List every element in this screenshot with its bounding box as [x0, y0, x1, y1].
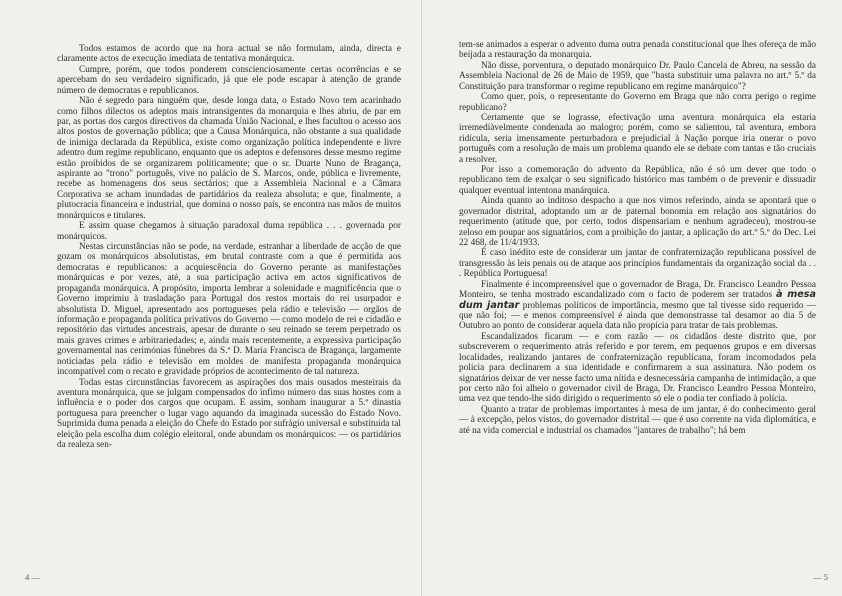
- emphasized-phrase: à mesa dum jantar: [459, 289, 816, 311]
- paragraph: Nestas circunstâncias não se pode, na verdade, estranhar a liberdade de acção de que gozam os monárquicos absolutistas, em brutal contraste com a que é permitida aos democratas e republicanos: a acquiescência do Governo perante as manifestações monárquicas e por vezes, até, a sua participação activa em actos significativos de propaganda monárquica. A propósito, importa lembrar a solenidade e magnificência que o Governo imprimiu à trasladação para Portugal dos restos mortais do rei usurpador e absolutista D. Miguel, apresentado aos portugueses pela rádio e televisão — orgãos de informação e propaganda política privativos do Governo — como modelo de rei e cidadão e repositório das virtudes ancestrais, apesar de durante o seu reinado se terem perpetrado os mais graves crimes e arbitrariedades; e, ainda mais recentemente, a expressiva participação governamental nas cerimónias fúnebres da S.ª D. Maria Francisca de Bragança, largamente noticiadas pela rádio e televisão em moldes de manifesta propaganda monárquica incompatível com o recato e gravidade próprios de acontecimento de tal natureza.: [57, 242, 401, 378]
- paragraph: Por isso a comemoração do advento da República, não é só um dever que todo o republicano tem de exalçar o seu significado histórico mas também o de prevenir e dissuadir qualquer eventual intentona manárquica.: [459, 165, 816, 196]
- paragraph: Todos estamos de acordo que na hora actual se não formulam, ainda, directa e claramente actos de execução imediata de tentativa monárquica.: [57, 44, 401, 65]
- right-page: [421, 0, 842, 596]
- paragraph: E assim quase chegamos à situação paradoxal duma república . . . governada por monárquicos.: [57, 221, 401, 242]
- paragraph: Todas estas circunstâncias favorecem as aspirações dos mais ousados mesteirais da aventura monárquica, que se julgam compensados do ínfimo número das suas hostes com a influência e o poder dos cargos que ocupam. E assim, sonham inaugurar a 5.ª dinastia portuguesa para preencher o lugar vago aquando da imaginada sucessão do Estado Novo. Suprimida duma penada a eleição do Chefe do Estado por sufrágio universal e substituída tal eleição pela escolha dum colégio eleitoral, onde abundam os monárquicos: — os partidários da realeza sen-: [57, 377, 401, 451]
- left-page-text: [57, 44, 401, 450]
- page-number: — 5: [813, 572, 828, 582]
- paragraph: tem-se animados a esperar o advento duma outra penada constitucional que lhes ofereça de mão beijada a restauração da monarquia.: [459, 40, 816, 61]
- paragraph: Não disse, porventura, o deputado monárquico Dr. Paulo Cancela de Abreu, na sessão da Assembleia Nacional de 26 de Maio de 1959, que "basta substituir uma palavra no art.º 5.º da Constituição para transformar o regime republicano em regime manárquico"?: [459, 60, 816, 92]
- paragraph-text: Finalmente é incompreensível que o governador de Braga, Dr. Francisco Leandro Pessoa Monteiro, se tenha mostrado escandalizado com o facto de poderem ser tratados: [459, 279, 816, 301]
- paragraph: Quanto a tratar de problemas importantes à mesa de um jantar, é do conhecimento geral — à excepção, pelos vistos, do governador distrital — que é uso corrente na vida diplomática, e até na vida comercial e industrial os chamados "jantares de trabalho"; há bem: [459, 404, 816, 436]
- paragraph: Cumpre, porém, que todos ponderem conscienciosamente certas ocorrências e se apercebam do seu verdadeiro significado, já que ele pode escapar à atenção de grande número de democratas e republicanos.: [57, 64, 401, 96]
- paragraph: Não é segredo para ninguém que, desde longa data, o Estado Novo tem acarinhado como filhos dilectos os adeptos mais intransigentes da monarquia e lhes abriu, de par em par, as portas dos cargos directivos da chamada União Nacional, e lhes facultou o acesso aos altos postos de governação pública; que a Causa Monárquica, não obstante a sua qualidade de inimiga declarada da República, existe como organização política independente e livre adentro dum regime republicano, enquanto que os adeptos e defensores desse mesmo regime estão proibidos de se organizarem politicamente; que o sr. Duarte Nuno de Bragança, aspirante ao "trono" português, vive no palácio de S. Marcos, onde, pública e livremente, recebe as homenagens dos seus sectários; que a Assembleia Nacional e a Câmara Corporativa se acham inundadas de partidários da realeza absoluta; e que, finalmente, a plutocracia financeira e industrial, que domina o nosso país, se encontra nas mãos de muitos monárquicos e titulares.: [57, 96, 401, 221]
- paragraph-text: problemas políticos de importância, mesmo que tal tivesse sido requerido — que não foi; — e menos compreensível é ainda que demonstrasse tal desamor ao dia 5 de Outubro ao ponto de considerar aquela data não propícia para tratar de tais problemas.: [459, 300, 816, 332]
- paragraph: Como quer, pois, o representante do Governo em Braga que não corra perigo o regime republicano?: [459, 92, 816, 113]
- page-number: 4 —: [25, 572, 40, 582]
- paragraph: Certamente que se lograsse, efectivação uma aventura monárquica ela estaria irremediàvelmente condenada ao malogro; porém, como se salientou, tal aventura, embora ridícula, seria imensamente perturbadora e prejudicial à Nação porque iria onerar o povo português com a resolução de mais um problema quando ele se debate com tantas e tão cruciais a resolver.: [459, 112, 816, 165]
- paragraph: É caso inédito este de considerar um jantar de confraternização republicana possível de transgressão às leis penais ou de ataque aos princípios fundamentais da organização social da . . . República Portuguesa!: [459, 248, 816, 280]
- paragraph: Ainda quanto ao inditoso despacho a que nos vimos referindo, ainda se apontará que o governador distrital, adoptando um ar de paternal bonomia em relação aos signatários do requerimento (atitude que, por certo, todos dispensariam e nenhum agradeceu), mostrou-se zeloso em poupar aos signatários, com a proibição do jantar, a aplicação do art.º 5.º do Dec. Lei 22 468, de 11/4/1933.: [459, 196, 816, 249]
- paragraph: [459, 280, 816, 332]
- paragraph: Escandalizados ficaram — e com razão — os cidadãos deste distrito que, por subscreverem o requerimento atrás referido e por terem, em pequenos grupos e em diversas localidades, realizando jantares de confraternização republicana, foram incomodados pela polícia para declinarem a sua identidade e confirmarem a sua assinatura. Não podem os signatários deixar de ver nesse facto uma nítida e desnecessária campanha de intimidação, a que por certo não foi alheio o governador civil de Braga, Dr. Francisco Leandro Pessoa Monteiro, uma vez que tendo-lhe sido dirigido o requerimento só ele o podia ter confiado à polícia.: [459, 331, 816, 405]
- right-page-text: [459, 40, 816, 436]
